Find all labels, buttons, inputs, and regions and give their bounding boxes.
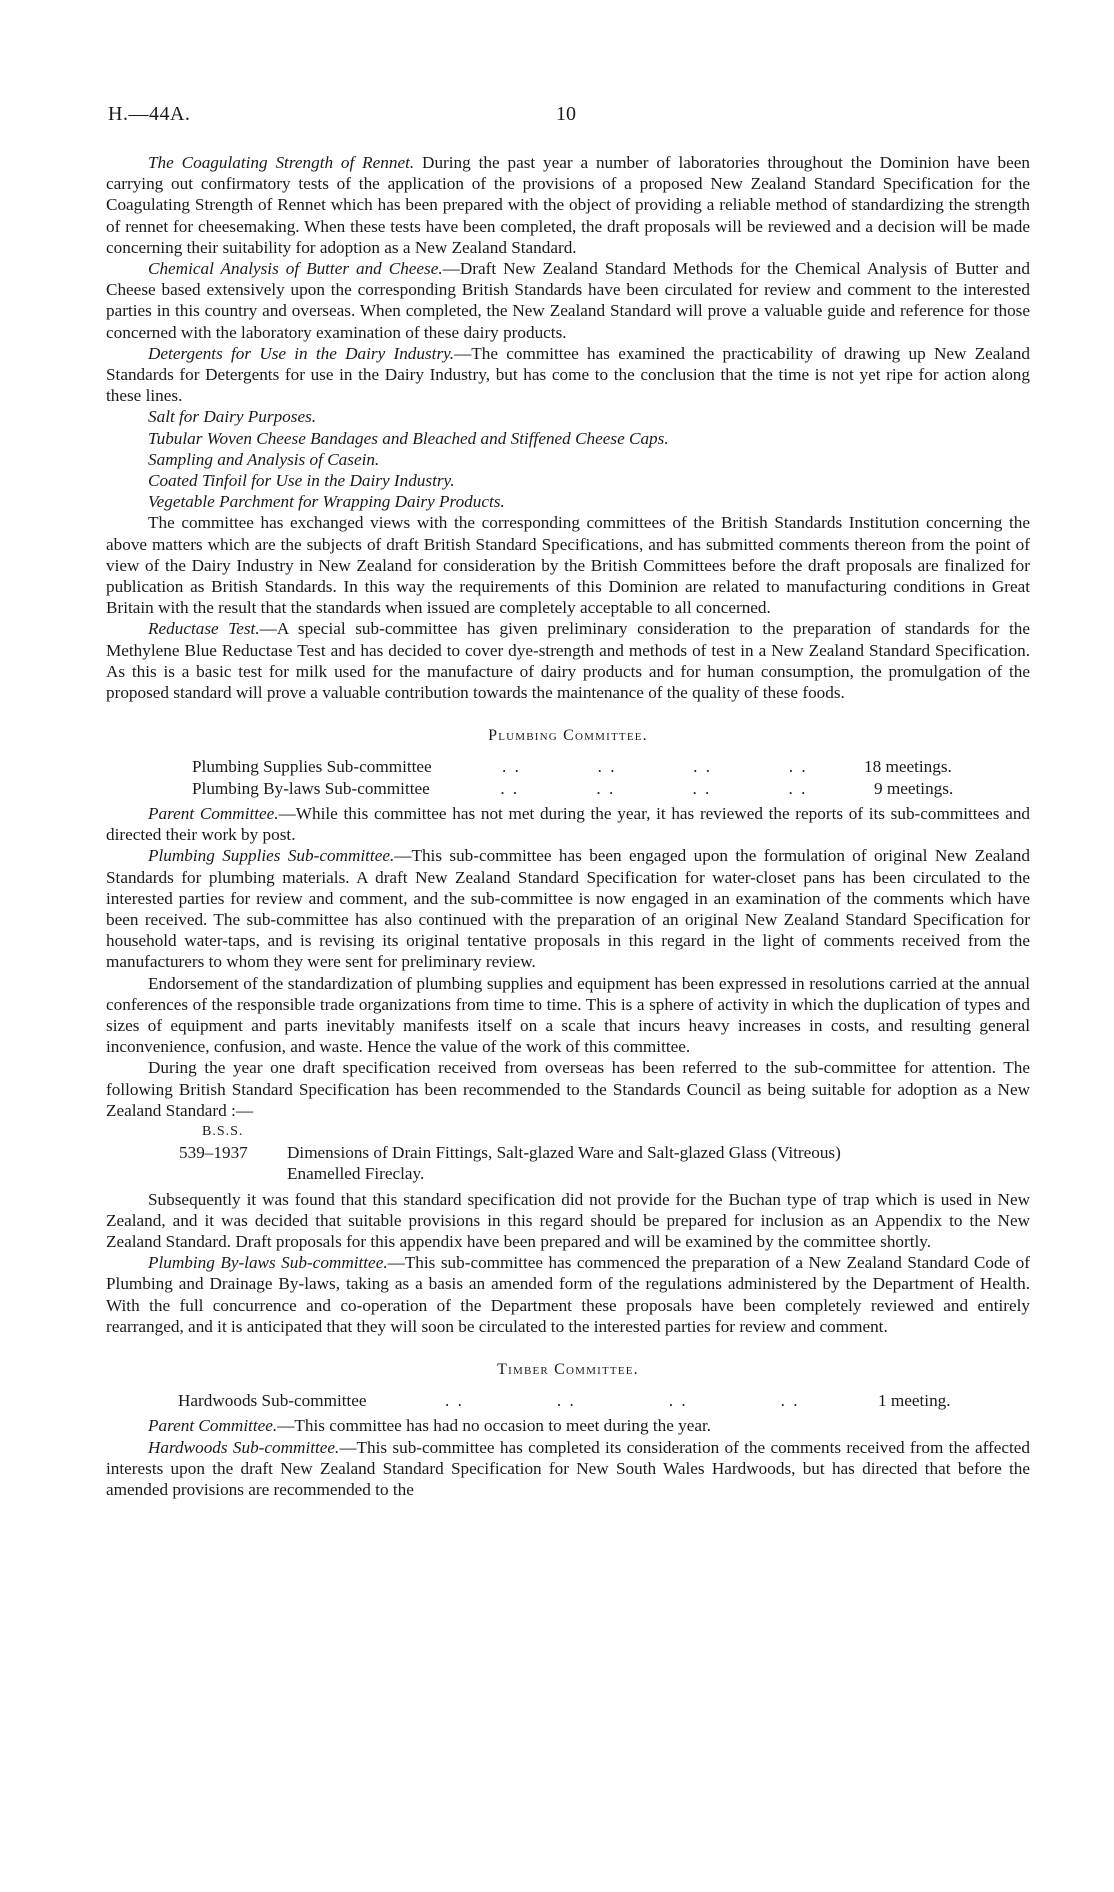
paragraph-buchan: Subsequently it was found that this standard specification did not provide for the Buchan type of trap which is used in New Zealand, and it was decided that suitable provisions in this regard should be prepared for inclusion as an Appendix to the New Zealand Standard. Draft proposals for this appendix have been prepared and will be examined by the committee shortly. — [106, 1189, 1030, 1251]
paragraph-detergents — [106, 343, 1030, 407]
paragraph-chemical-analysis — [106, 258, 1030, 343]
bss-title: Dimensions of Drain Fittings, Salt-glazed Ware and Salt-glazed Glass (Vitreous) — [287, 1143, 841, 1163]
heading-chemical-analysis: Chemical Analysis of Butter and Cheese. — [148, 259, 443, 279]
paragraph-rennet — [106, 152, 1030, 258]
document-reference: H.—44A. — [108, 103, 191, 125]
text-rennet: During the past year a number of laboratories throughout the Dominion have been carrying out confirmatory tests of the application of the provisions of a proposed New Zealand Standard Specification for the Coagulating Strength of Rennet which has been prepared with the object of providing a reliable method of standardizing the strength of rennet for cheesemaking. When these tests have been completed, the draft proposals will be reviewed and a decision will be made concerning their suitability for adoption as a New Zealand Standard. — [106, 153, 1030, 257]
subject-item: Sampling and Analysis of Casein. — [148, 449, 380, 469]
subject-list — [106, 406, 1030, 512]
subject-item: Vegetable Parchment for Wrapping Dairy Products. — [148, 492, 505, 512]
heading-plumbing-supplies: Plumbing Supplies Sub-committee. — [148, 846, 395, 866]
meeting-row — [192, 756, 972, 777]
meeting-count: 1 meeting. — [878, 1391, 951, 1411]
paragraph-overseas: During the year one draft specification received from overseas has been referred to the sub-committee for attention. The following British Standard Specification has been recommended to the Standards Council as being suitable for adoption as a New Zealand Standard :— — [106, 1058, 1030, 1120]
page-header — [108, 104, 1028, 134]
heading-detergents: Detergents for Use in the Dairy Industry. — [148, 343, 455, 363]
paragraph-plumbing-supplies: Plumbing Supplies Sub-committee.—This sub-committee has been engaged upon the formulation of original New Zealand Standards for plumbing materials. A draft New Zealand Standard Specification for water-closet pans has been circulated to the interested parties for review and comment, and the sub-committee is now engaged in an examination of the comments which have been received. The sub-committee has also continued with the preparation of an original New Zealand Standard Specification for household water-taps, and is revising its original tentative proposals in this regard in the light of comments received from the manufacturers to whom they were sent for preliminary review. — [106, 846, 1030, 972]
bss-title-continued: Enamelled Fireclay. — [287, 1164, 425, 1184]
paragraph-plumbing-bylaws: Plumbing By-laws Sub-committee.—This sub-committee has commenced the preparation of a New Zealand Standard Code of Plumbing and Drainage By-laws, taking as a basis an amended form of the regulations administered by the Department of Health. With the full concurrence and co-operation of the Department these proposals have been completely reviewed and entirely rearranged, and it is anticipated that they will soon be circulated to the interested parties for review and comment. — [106, 1253, 1030, 1336]
section-title-plumbing: Plumbing Committee. — [488, 727, 648, 745]
page-body — [106, 152, 1030, 1500]
meeting-name: Plumbing Supplies Sub-committee — [192, 757, 432, 777]
section-title-timber: Timber Committee. — [497, 1360, 639, 1378]
leader-dots: . . . . . . . . — [500, 778, 808, 798]
subject-item: Salt for Dairy Purposes. — [148, 407, 317, 427]
bss-number: 539–1937 — [179, 1143, 248, 1163]
heading-hardwoods: Hardwoods Sub-committee. — [148, 1437, 340, 1457]
leader-dots: . . . . . . . . — [445, 1391, 800, 1411]
text-reductase: —A special sub-committee has given preliminary consideration to the preparation of standards for the Methylene Blue Reductase Test and has decided to cover dye-strength and methods of test in a New Zealand Standard Specification. As this is a basic test for milk used for the manufacture of dairy products and for human consumption, the promulgation of the proposed standard will prove a valuable contribution towards the maintenance of the quality of these foods. — [106, 619, 1030, 703]
heading-plumbing-parent: Parent Committee. — [148, 803, 279, 823]
subject-item: Coated Tinfoil for Use in the Dairy Industry. — [148, 471, 455, 491]
paragraph-plumbing-parent: Parent Committee.—While this committee has not met during the year, it has reviewed the reports of its sub-committees and directed their work by post. — [106, 803, 1031, 845]
paragraph-timber-parent: Parent Committee.—This committee has had no occasion to meet during the year. — [148, 1416, 712, 1436]
meeting-row — [178, 1390, 972, 1411]
meeting-count: 9 meetings. — [874, 778, 954, 798]
text-chemical-analysis: —Draft New Zealand Standard Methods for the Chemical Analysis of Butter and Cheese based extensively upon the corresponding British Standards have been circulated for review and comment to the interested parties in this country and overseas. When completed, the New Zealand Standard will prove a valuable guide and reference for those concerned with the laboratory examination of these dairy products. — [106, 259, 1030, 342]
paragraph-reductase — [106, 618, 1030, 703]
heading-plumbing-bylaws: Plumbing By-laws Sub-committee. — [148, 1253, 388, 1273]
paragraph-hardwoods: Hardwoods Sub-committee.—This sub-committee has completed its consideration of the comments received from the affected interests upon the draft New Zealand Standard Specification for New South Wales Hardwoods, but has directed that before the amended provisions are recommended to the — [106, 1437, 1031, 1499]
paragraph-bsi: The committee has exchanged views with the corresponding committees of the British Standards Institution concerning the above matters which are the subjects of draft British Standard Specifications, and has submitted comments thereon from the point of view of the Dairy Industry in New Zealand for consideration by the British Committees before the draft proposals are finalized for publication as British Standards. In this way the requirements of this Dominion are related to manufacturing conditions in Great Britain with the result that the standards when issued are completely acceptable to all concerned. — [106, 513, 1030, 618]
heading-timber-parent: Parent Committee. — [148, 1416, 278, 1436]
bss-entry — [106, 1142, 1030, 1163]
meeting-name: Hardwoods Sub-committee — [178, 1391, 367, 1411]
subject-item: Tubular Woven Cheese Bandages and Bleached and Stiffened Cheese Caps. — [148, 428, 669, 448]
meeting-name: Plumbing By-laws Sub-committee — [192, 778, 430, 798]
bss-label: B.S.S. — [202, 1123, 244, 1139]
text-detergents: —The committee has examined the practicability of drawing up New Zealand Standards for Detergents for use in the Dairy Industry, but has come to the conclusion that the time is not yet ripe for action along these lines. — [106, 343, 1030, 406]
heading-rennet: The Coagulating Strength of Rennet. — [148, 153, 415, 172]
page-number: 10 — [556, 103, 576, 125]
leader-dots: . . . . . . . . — [502, 757, 808, 777]
paragraph-endorsement: Endorsement of the standardization of plumbing supplies and equipment has been expressed in resolutions carried at the annual conferences of the responsible trade organizations from time to time. This is a sphere of activity in which the duplication of types and sizes of equipment and parts inevitably manifests itself on a scale that incurs heavy increases in costs, and resulting general inconvenience, confusion, and waste. Hence the value of the work of this committee. — [106, 973, 1030, 1057]
meeting-row — [192, 778, 972, 799]
meeting-count: 18 meetings. — [864, 757, 952, 777]
heading-reductase: Reductase Test. — [148, 619, 260, 639]
